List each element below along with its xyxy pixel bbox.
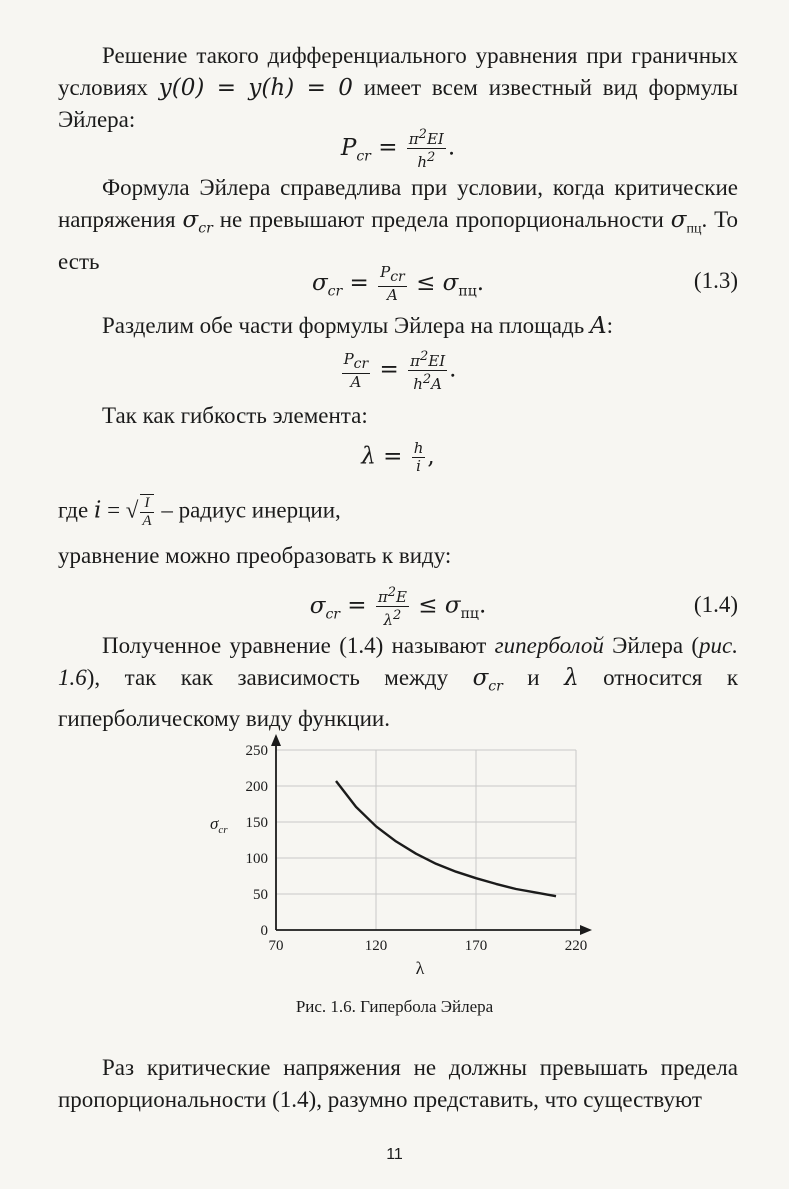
boundary-conditions: y(0) = y(h) = 0 bbox=[158, 75, 353, 101]
paragraph-euler-condition: Формула Эйлера справедлива при условии, когда критические напряжения $\sigma_{cr}$ не превышают предела пропорциональности $\sigma_{пц}$. То есть bbox=[58, 175, 738, 274]
figure-caption: Рис. 1.6. Гипербола Эйлера bbox=[295, 997, 494, 1016]
euler-hyperbola-chart bbox=[200, 730, 620, 990]
x-axis-label: λ bbox=[415, 958, 425, 978]
euler-formula: $P_{cr}$ = $\frac{\pi^2EI}{h^2}$ . bbox=[340, 127, 456, 171]
equation-number-1-4: (1.4) bbox=[693, 592, 738, 617]
y-tick-label: 0 bbox=[260, 923, 268, 939]
paragraph-divide-area: Разделим обе части формулы Эйлера на площадь A: bbox=[102, 313, 613, 339]
slenderness-formula: λ = $\frac{h}{i}$ , bbox=[361, 439, 435, 475]
x-tick-label: 120 bbox=[364, 938, 388, 954]
y-tick-label: 250 bbox=[245, 743, 268, 759]
paragraph-transform: уравнение можно преобразовать к виду: bbox=[58, 543, 452, 568]
paragraph-euler-hyperbola: Полученное уравнение (1.4) называют гиперболой Эйлера (рис. 1.6), так как зависимость между $\sigma_{cr}$ и λ относится к гиперболическому виду функции. bbox=[58, 633, 739, 731]
euler-hyperbola-curve bbox=[336, 781, 556, 896]
y-tick-label: 50 bbox=[253, 887, 268, 903]
page-number: 11 bbox=[386, 1146, 403, 1163]
x-tick-label: 170 bbox=[464, 938, 488, 954]
x-tick-label: 70 bbox=[268, 938, 284, 954]
euler-formula-divided: $\frac{P_{cr}}{A}$ = $\frac{\pi^2EI}{h^2A}$ . bbox=[343, 349, 457, 393]
y-axis-arrow bbox=[271, 734, 281, 746]
y-tick-label: 100 bbox=[245, 851, 268, 867]
y-tick-label: 200 bbox=[245, 779, 268, 795]
paragraph-euler-intro: Решение такого дифференциального уравнения при граничных условиях y(0) = y(h) = 0 имеет всем известный вид формулы Эйлера: bbox=[58, 43, 738, 132]
equation-1-4: $\sigma_{cr}$ = $\frac{\pi^2E}{\lambda^2}$ ≤ $\sigma_{пц}$. bbox=[309, 585, 487, 629]
paragraph-closing: Раз критические напряжения не должны превышать предела пропорциональности (1.4), разумно представить, что существуют bbox=[58, 1055, 738, 1112]
y-axis-label: $\sigma_{cr}$ bbox=[210, 814, 228, 837]
equation-1-3: $\sigma_{cr}$ = $\frac{P_{cr}}{A}$ ≤ $\sigma_{пц}$. bbox=[311, 263, 485, 304]
paragraph-slenderness: Так как гибкость элемента: bbox=[102, 403, 368, 428]
y-tick-label: 150 bbox=[245, 815, 268, 831]
paragraph-radius-of-gyration: где i = √ $\frac{I}{A}$ – радиус инерции, bbox=[58, 495, 341, 529]
x-tick-label: 220 bbox=[564, 938, 588, 954]
figure-reference: рис. 1.6 bbox=[58, 633, 739, 690]
x-axis-arrow bbox=[580, 925, 592, 935]
equation-number-1-3: (1.3) bbox=[693, 268, 738, 293]
